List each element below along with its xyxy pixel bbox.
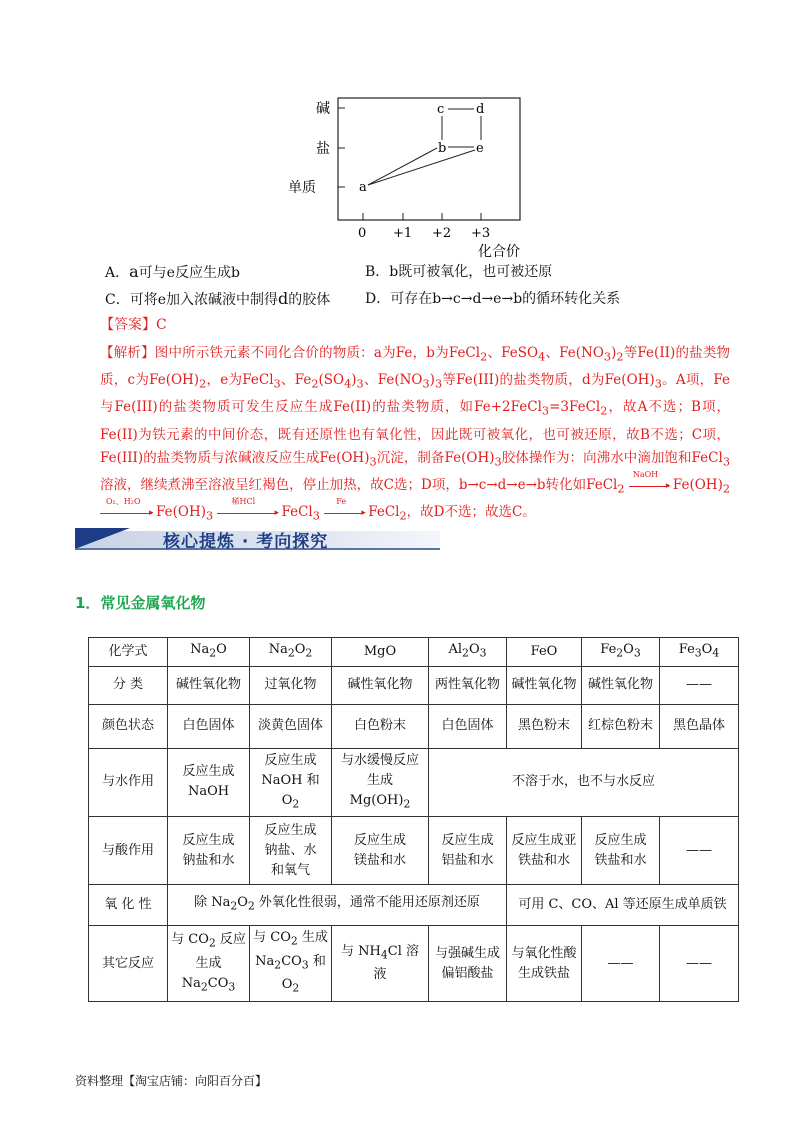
diagram-frame bbox=[338, 98, 520, 220]
banner-triangle-icon bbox=[75, 528, 130, 549]
row-label: 氧 化 性 bbox=[89, 885, 168, 926]
table-cell: 不溶于水，也不与水反应 bbox=[429, 748, 739, 817]
table-cell: 碱性氧化物 bbox=[168, 666, 250, 704]
header-formula: $Na_2O_2$ bbox=[250, 638, 332, 667]
table-cell: 与 $CO_2$ 反应 生成 $Na_2CO_3$ bbox=[168, 926, 250, 1002]
point-d: d bbox=[476, 102, 485, 117]
table-cell: 两性氧化物 bbox=[429, 666, 507, 704]
table-cell: 反应生成钠盐和水 bbox=[168, 817, 250, 885]
table-cell: 白色固体 bbox=[429, 704, 507, 748]
table-cell: 与水缓慢反应 生成 $Mg(OH)_2$ bbox=[332, 748, 429, 817]
header-formula: FeO bbox=[507, 638, 582, 667]
table-cell: 与 $CO_2$ 生成 $Na_2CO_3$ 和 $O_2$ bbox=[250, 926, 332, 1002]
table-cell: 反应生成铁盐和水 bbox=[582, 817, 660, 885]
point-a: a bbox=[359, 180, 367, 195]
row-label: 分 类 bbox=[89, 666, 168, 704]
table-row bbox=[89, 666, 739, 704]
table-cell: 碱性氧化物 bbox=[582, 666, 660, 704]
row-label: 与酸作用 bbox=[89, 817, 168, 885]
table-row bbox=[89, 817, 739, 885]
table-cell: 白色固体 bbox=[168, 704, 250, 748]
row-label: 与水作用 bbox=[89, 748, 168, 817]
table-cell: 过氧化物 bbox=[250, 666, 332, 704]
table-cell: 反应生成亚铁盐和水 bbox=[507, 817, 582, 885]
y-label-salt: 盐 bbox=[316, 141, 330, 157]
option-d: D．可存在b→c→d→e→b的循环转化关系 bbox=[365, 291, 621, 307]
table-cell: 反应生成镁盐和水 bbox=[332, 817, 429, 885]
point-e: e bbox=[476, 141, 484, 156]
table-cell: 黑色粉末 bbox=[507, 704, 582, 748]
table-cell: 碱性氧化物 bbox=[507, 666, 582, 704]
table-row bbox=[89, 638, 739, 667]
reaction-arrow-naoh: NaOH ▸ bbox=[629, 479, 673, 493]
table-cell: 红棕色粉末 bbox=[582, 704, 660, 748]
table-cell: 与强碱生成偏铝酸盐 bbox=[429, 926, 507, 1002]
header-formula: $Fe_3O_4$ bbox=[660, 638, 739, 667]
table-row bbox=[89, 885, 739, 926]
valence-diagram bbox=[280, 90, 540, 260]
table-cell: —— bbox=[660, 817, 739, 885]
table-cell: 与氧化性酸生成铁盐 bbox=[507, 926, 582, 1002]
header-formula: $Na_2O$ bbox=[168, 638, 250, 667]
banner-title: 核心提炼 · 考向探究 bbox=[163, 532, 329, 552]
section-banner bbox=[75, 527, 440, 551]
table-cell: 反应生成钠盐、水和氧气 bbox=[250, 817, 332, 885]
table-cell: 可用 C、CO、Al 等还原生成单质铁 bbox=[507, 885, 739, 926]
header-formula: $Al_2O_3$ bbox=[429, 638, 507, 667]
header-formula: $Fe_2O_3$ bbox=[582, 638, 660, 667]
table-cell: —— bbox=[660, 926, 739, 1002]
option-a: A．a可与e反应生成b bbox=[105, 262, 240, 281]
point-c: c bbox=[437, 102, 445, 117]
table-row bbox=[89, 926, 739, 1002]
reaction-arrow-oxidize: O₂、H₂O ▸ bbox=[100, 506, 156, 520]
table-row bbox=[89, 704, 739, 748]
table-cell: 黑色晶体 bbox=[660, 704, 739, 748]
row-label: 其它反应 bbox=[89, 926, 168, 1002]
table-cell: 碱性氧化物 bbox=[332, 666, 429, 704]
table-cell: 白色粉末 bbox=[332, 704, 429, 748]
table-cell: —— bbox=[660, 666, 739, 704]
x-tick-0: 0 bbox=[358, 226, 367, 241]
table-cell: —— bbox=[582, 926, 660, 1002]
x-axis-label: 化合价 bbox=[478, 244, 520, 260]
explanation-paragraph: 【解析】图中所示铁元素不同化合价的物质：a为Fe，b为FeCl$_2$、FeSO$_4$、$Fe(NO_3)_2$等Fe(II)的盐类物质，c为$Fe(OH)_2$，e为FeCl$_3$、$Fe_2(SO_4)_3$、$Fe(NO_3)_3$等Fe(III)的盐类物质，d为$Fe(OH)_3$。A项，Fe与Fe(III)的盐类物质可发生反应生成Fe(II)的盐类物质，如Fe+2FeCl$_3$=3FeCl$_2$，故A不选；B项，Fe(II)为铁元素的中间价态，既有还原性也有氧化性，因此既可被氧化，也可被还原，故B不选；C项，Fe(III)的盐类物质与浓碱液反应生成$Fe(OH)_3$沉淀，制备$Fe(OH)_3$胶体操作为：向沸水中滴加饱和FeCl$_3$溶液，继续煮沸至溶液呈红褐色，停止加热，故C选；D项，b→c→d→e→b转化如FeCl$_2$ NaOH ▸ $Fe(OH)_2$ O₂、H₂O ▸ $Fe(OH)_3$ 稀HCl ▸ FeCl$_3$ Fe ▸ FeCl$_2$，故D不选；故选C。 bbox=[100, 345, 731, 524]
y-label-base: 碱 bbox=[316, 101, 330, 117]
row-label: 颜色状态 bbox=[89, 704, 168, 748]
footer-text: 资料整理【淘宝店铺：向阳百分百】 bbox=[75, 1074, 268, 1088]
answer-line: 【答案】C bbox=[100, 317, 167, 333]
reaction-arrow-hcl: 稀HCl ▸ bbox=[217, 506, 281, 520]
option-c: C．可将e加入浓碱液中制得d的胶体 bbox=[105, 289, 331, 308]
table-row bbox=[89, 748, 739, 817]
y-label-element: 单质 bbox=[288, 180, 316, 196]
header-formula: MgO bbox=[332, 638, 429, 667]
option-b: B．b既可被氧化，也可被还原 bbox=[365, 264, 553, 280]
table-cell: 与 $NH_4Cl$ 溶液 bbox=[332, 926, 429, 1002]
reaction-arrow-fe: Fe ▸ bbox=[324, 506, 368, 520]
table-cell: 反应生成 NaOH 和 $O_2$ bbox=[250, 748, 332, 817]
header-cell: 化学式 bbox=[89, 638, 168, 667]
section-title: 1．常见金属氧化物 bbox=[75, 594, 206, 612]
metal-oxides-table bbox=[88, 637, 739, 1002]
table-cell: 反应生成铝盐和水 bbox=[429, 817, 507, 885]
x-tick-2: +2 bbox=[432, 226, 452, 241]
point-b: b bbox=[438, 141, 447, 156]
table-cell: 淡黄色固体 bbox=[250, 704, 332, 748]
x-tick-1: +1 bbox=[393, 226, 413, 241]
table-cell: 除 $Na_2O_2$ 外氧化性很弱，通常不能用还原剂还原 bbox=[168, 885, 507, 926]
x-tick-3: +3 bbox=[471, 226, 491, 241]
table-cell: 反应生成 NaOH bbox=[168, 748, 250, 817]
